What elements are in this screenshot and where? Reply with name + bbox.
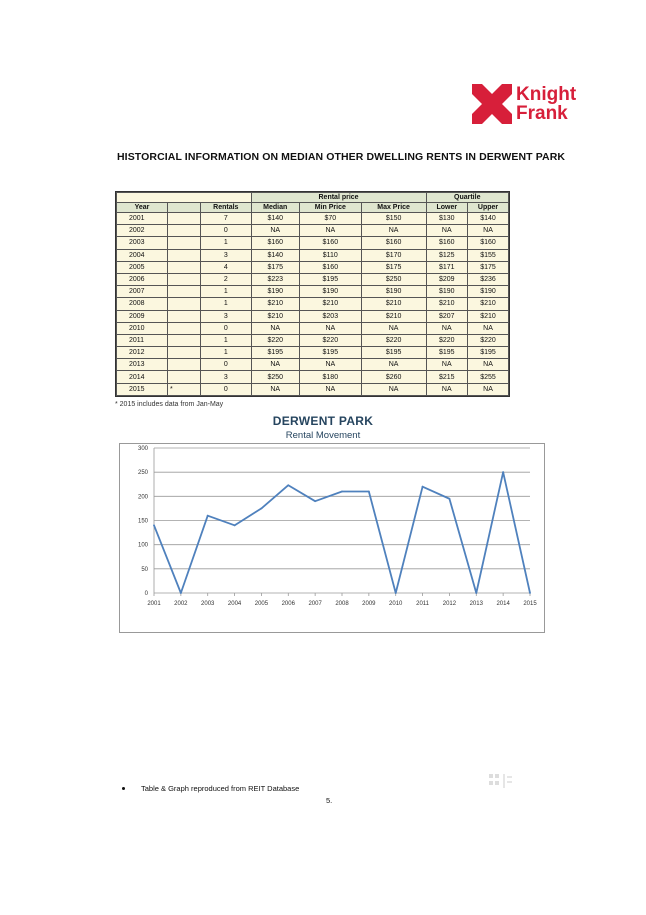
cell-max-price: $170 — [361, 249, 426, 261]
cell-upper: $255 — [468, 371, 509, 383]
cell-lower: NA — [426, 322, 468, 334]
cell-flag — [168, 322, 201, 334]
cell-median: $210 — [251, 298, 299, 310]
cell-rentals: 2 — [201, 273, 252, 285]
cell-flag — [168, 347, 201, 359]
table-row — [117, 359, 509, 371]
cell-max-price: $190 — [361, 286, 426, 298]
table-row — [117, 213, 509, 225]
cell-max-price: NA — [361, 383, 426, 395]
x-tick-label: 2012 — [442, 601, 457, 607]
table-row — [117, 347, 509, 359]
cell-flag — [168, 286, 201, 298]
table-row — [117, 298, 509, 310]
table-row — [117, 322, 509, 334]
table-row — [117, 334, 509, 346]
cell-max-price: NA — [361, 225, 426, 237]
cell-lower: $210 — [426, 298, 468, 310]
y-tick-label: 0 — [144, 591, 148, 597]
data-point — [341, 491, 343, 493]
data-point — [261, 508, 263, 510]
cell-lower: NA — [426, 225, 468, 237]
page-heading: HISTORCIAL INFORMATION ON MEDIAN OTHER DWELLING RENTS IN DERWENT PARK — [117, 151, 566, 163]
cell-median: $223 — [251, 273, 299, 285]
cell-median: $190 — [251, 286, 299, 298]
cell-upper: NA — [468, 322, 509, 334]
cell-lower: $195 — [426, 347, 468, 359]
cell-upper: $210 — [468, 298, 509, 310]
y-tick-label: 300 — [137, 446, 148, 452]
table-row — [117, 237, 509, 249]
cell-upper: $190 — [468, 286, 509, 298]
cell-year: 2002 — [117, 225, 168, 237]
x-tick-label: 2004 — [227, 601, 242, 607]
source-note — [122, 784, 299, 793]
cell-median: NA — [251, 225, 299, 237]
cell-max-price: $195 — [361, 347, 426, 359]
cell-rentals: 4 — [201, 261, 252, 273]
y-tick-label: 50 — [141, 566, 148, 573]
data-point — [475, 592, 477, 594]
table-row — [117, 383, 509, 395]
data-point — [395, 592, 397, 594]
cell-flag — [168, 237, 201, 249]
cell-lower: $171 — [426, 261, 468, 273]
cell-min-price: $195 — [299, 347, 361, 359]
cell-year: 2011 — [117, 334, 168, 346]
cell-year: 2009 — [117, 310, 168, 322]
cell-rentals: 3 — [201, 310, 252, 322]
cell-rentals: 1 — [201, 347, 252, 359]
cell-min-price: $160 — [299, 237, 361, 249]
col-header-flag — [168, 203, 201, 213]
cell-year: 2001 — [117, 213, 168, 225]
cell-min-price: NA — [299, 359, 361, 371]
chart-subtitle: Rental Movement — [285, 430, 361, 441]
table-row — [117, 286, 509, 298]
cell-min-price: $180 — [299, 371, 361, 383]
cell-upper: $220 — [468, 334, 509, 346]
cell-median: $195 — [251, 347, 299, 359]
knight-frank-logo — [472, 82, 576, 126]
source-note-text: Table & Graph reproduced from REIT Database — [141, 784, 300, 793]
cell-lower: $125 — [426, 249, 468, 261]
cell-lower: NA — [426, 359, 468, 371]
cell-min-price: $220 — [299, 334, 361, 346]
cell-min-price: NA — [299, 383, 361, 395]
cell-median: NA — [251, 322, 299, 334]
cell-rentals: 0 — [201, 225, 252, 237]
logo-line2: Frank — [516, 103, 568, 124]
cell-median: $250 — [251, 371, 299, 383]
x-tick-label: 2013 — [469, 601, 483, 607]
cell-max-price: $260 — [361, 371, 426, 383]
cell-min-price: NA — [299, 225, 361, 237]
cell-median: $175 — [251, 261, 299, 273]
cell-max-price: $210 — [361, 310, 426, 322]
y-tick-label: 100 — [137, 542, 148, 549]
cell-year: 2012 — [117, 347, 168, 359]
table-footnote: * 2015 includes data from Jan-May — [115, 401, 224, 408]
x-tick-label: 2008 — [335, 601, 349, 607]
cell-max-price: $250 — [361, 273, 426, 285]
logo-text — [516, 85, 576, 123]
cell-rentals: 3 — [201, 249, 252, 261]
cell-lower: $130 — [426, 213, 468, 225]
cell-median: $160 — [251, 237, 299, 249]
y-tick-label: 250 — [137, 470, 148, 477]
cell-max-price: $175 — [361, 261, 426, 273]
cell-median: NA — [251, 383, 299, 395]
cell-median: NA — [251, 359, 299, 371]
cell-min-price: $70 — [299, 213, 361, 225]
table-row — [117, 249, 509, 261]
data-point — [287, 484, 289, 486]
cell-rentals: 1 — [201, 237, 252, 249]
data-point — [153, 524, 155, 526]
header-spacer — [117, 193, 252, 203]
data-point — [422, 486, 424, 488]
x-tick-label: 2005 — [254, 601, 269, 607]
cell-rentals: 3 — [201, 371, 252, 383]
data-point — [180, 592, 182, 594]
x-tick-label: 2015 — [523, 601, 537, 607]
col-header-rentals: Rentals — [201, 203, 252, 213]
bullet-icon — [122, 787, 125, 790]
x-tick-label: 2007 — [308, 601, 322, 607]
cell-flag — [168, 213, 201, 225]
cell-rentals: 1 — [201, 286, 252, 298]
cell-lower: $220 — [426, 334, 468, 346]
cell-year: 2008 — [117, 298, 168, 310]
cell-upper: NA — [468, 359, 509, 371]
col-header-upper: Upper — [468, 203, 509, 213]
series-line-median — [154, 472, 530, 593]
table-row — [117, 371, 509, 383]
data-point — [502, 471, 504, 473]
cell-lower: $215 — [426, 371, 468, 383]
cell-min-price: $110 — [299, 249, 361, 261]
cell-upper: $140 — [468, 213, 509, 225]
data-point — [529, 592, 531, 594]
cell-max-price: $210 — [361, 298, 426, 310]
cell-lower: $207 — [426, 310, 468, 322]
cell-upper: $160 — [468, 237, 509, 249]
cell-max-price: NA — [361, 322, 426, 334]
data-point — [314, 500, 316, 502]
cell-upper: $155 — [468, 249, 509, 261]
cell-flag: * — [168, 383, 201, 395]
cell-rentals: 1 — [201, 334, 252, 346]
col-header-max-price: Max Price — [361, 203, 426, 213]
col-header-year: Year — [117, 203, 168, 213]
cell-min-price: NA — [299, 322, 361, 334]
cell-rentals: 0 — [201, 322, 252, 334]
cell-flag — [168, 225, 201, 237]
cell-lower: $209 — [426, 273, 468, 285]
page-number: 5. — [326, 796, 333, 805]
cell-rentals: 0 — [201, 359, 252, 371]
data-point — [368, 491, 370, 493]
cell-lower: $160 — [426, 237, 468, 249]
rent-table-container — [115, 191, 510, 397]
x-tick-label: 2001 — [147, 601, 161, 607]
logo-line1: Knight — [516, 84, 577, 105]
x-tick-label: 2003 — [201, 601, 215, 607]
line-chart — [120, 444, 544, 632]
table-row — [117, 310, 509, 322]
x-tick-label: 2006 — [281, 601, 295, 607]
cell-year: 2006 — [117, 273, 168, 285]
cell-year: 2003 — [117, 237, 168, 249]
cell-upper: $195 — [468, 347, 509, 359]
cell-flag — [168, 261, 201, 273]
cell-upper: $175 — [468, 261, 509, 273]
cell-flag — [168, 298, 201, 310]
table-row — [117, 261, 509, 273]
cell-min-price: $190 — [299, 286, 361, 298]
cell-median: $220 — [251, 334, 299, 346]
x-tick-label: 2010 — [389, 601, 403, 607]
x-tick-label: 2011 — [416, 601, 430, 607]
cell-flag — [168, 334, 201, 346]
cell-year: 2005 — [117, 261, 168, 273]
col-header-lower: Lower — [426, 203, 468, 213]
col-header-median: Median — [251, 203, 299, 213]
cell-year: 2004 — [117, 249, 168, 261]
cell-max-price: NA — [361, 359, 426, 371]
cell-upper: NA — [468, 225, 509, 237]
data-point — [207, 515, 209, 517]
data-point — [449, 498, 451, 500]
group-header-quartile: Quartile — [426, 193, 509, 203]
cell-year: 2007 — [117, 286, 168, 298]
cell-max-price: $150 — [361, 213, 426, 225]
cell-min-price: $210 — [299, 298, 361, 310]
cell-max-price: $160 — [361, 237, 426, 249]
y-tick-label: 200 — [137, 494, 148, 501]
cell-upper: $236 — [468, 273, 509, 285]
col-header-min-price: Min Price — [299, 203, 361, 213]
watermark-icon — [488, 772, 514, 792]
cell-median: $140 — [251, 213, 299, 225]
rent-table — [116, 192, 509, 396]
x-tick-label: 2014 — [496, 601, 510, 607]
cell-upper: NA — [468, 383, 509, 395]
cell-min-price: $160 — [299, 261, 361, 273]
x-tick-label: 2002 — [174, 601, 188, 607]
cell-min-price: $195 — [299, 273, 361, 285]
cell-min-price: $203 — [299, 310, 361, 322]
rent-table-body — [117, 213, 509, 396]
cell-flag — [168, 249, 201, 261]
table-row — [117, 225, 509, 237]
group-header-rental-price: Rental price — [251, 193, 426, 203]
cell-lower: NA — [426, 383, 468, 395]
cell-year: 2014 — [117, 371, 168, 383]
cell-rentals: 7 — [201, 213, 252, 225]
x-tick-label: 2009 — [362, 601, 376, 607]
cell-year: 2013 — [117, 359, 168, 371]
logo-mark-icon — [472, 84, 512, 124]
cell-median: $210 — [251, 310, 299, 322]
y-tick-label: 150 — [137, 518, 148, 525]
cell-flag — [168, 310, 201, 322]
cell-year: 2010 — [117, 322, 168, 334]
cell-flag — [168, 273, 201, 285]
table-row — [117, 273, 509, 285]
cell-rentals: 0 — [201, 383, 252, 395]
cell-rentals: 1 — [201, 298, 252, 310]
data-point — [234, 524, 236, 526]
cell-median: $140 — [251, 249, 299, 261]
cell-flag — [168, 371, 201, 383]
cell-flag — [168, 359, 201, 371]
cell-lower: $190 — [426, 286, 468, 298]
chart-frame — [119, 443, 545, 633]
chart-title: DERWENT PARK — [272, 414, 374, 428]
cell-year: 2015 — [117, 383, 168, 395]
cell-max-price: $220 — [361, 334, 426, 346]
cell-upper: $210 — [468, 310, 509, 322]
